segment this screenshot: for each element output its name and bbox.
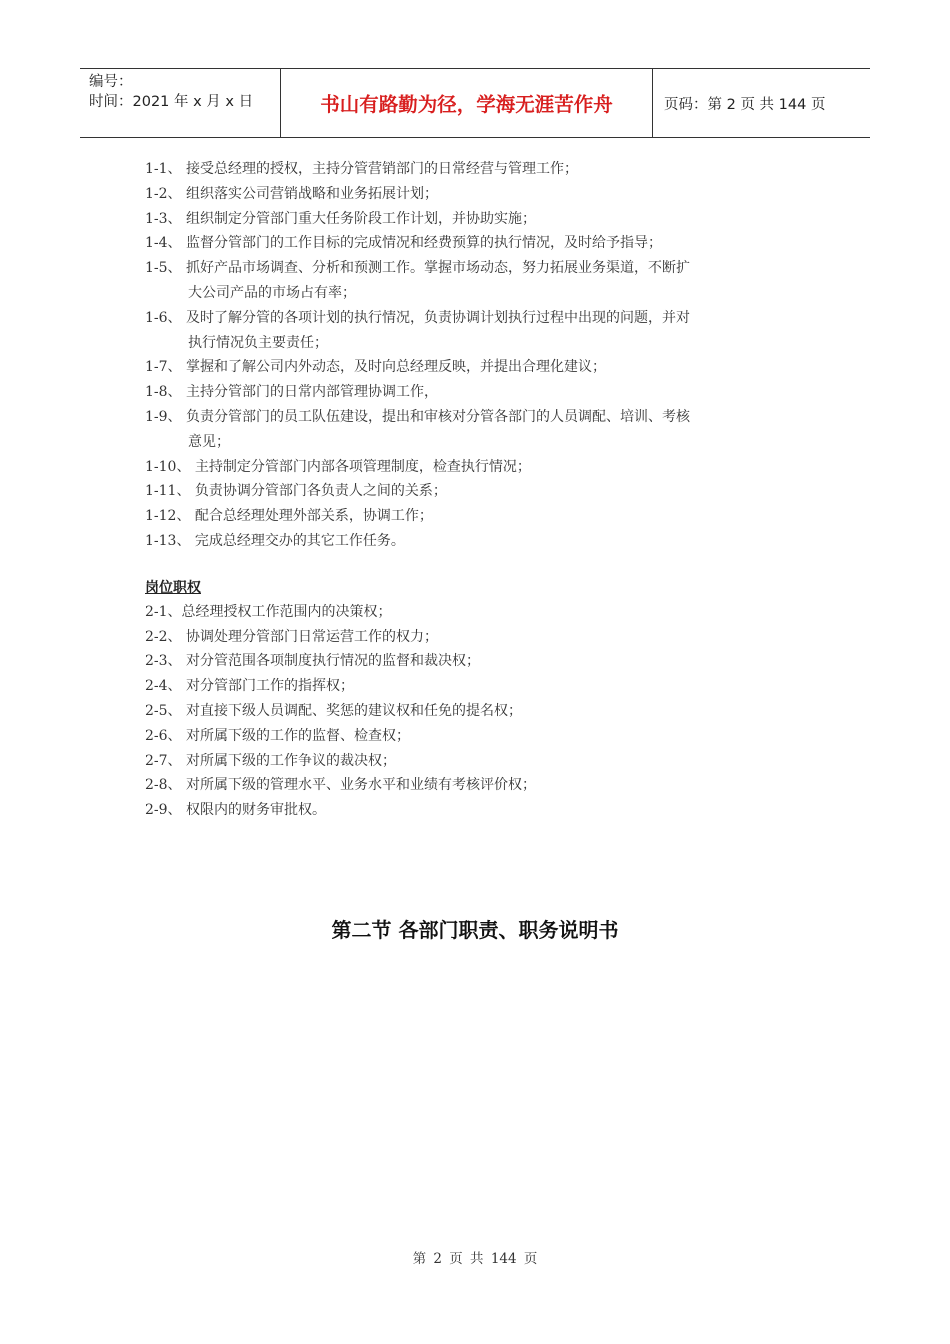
authority-item: 2-7、 对所属下级的工作争议的裁决权；	[145, 752, 396, 769]
duty-line: 1-8、 主持分管部门的日常内部管理协调工作，	[145, 384, 438, 401]
authority-item: 2-5、 对直接下级人员调配、奖惩的建议权和任免的提名权；	[145, 702, 522, 719]
duty-item	[145, 182, 815, 207]
duty-line: 1-10、 主持制定分管部门内部各项管理制度，检查执行情况；	[145, 458, 531, 475]
duty-line: 1-2、 组织落实公司营销战略和业务拓展计划；	[145, 185, 438, 202]
authority-item: 2-3、 对分管范围各项制度执行情况的监督和裁决权；	[145, 653, 480, 670]
duty-item	[145, 306, 815, 356]
duty-line: 1-13、 完成总经理交办的其它工作任务。	[145, 532, 405, 549]
authority-item: 2-9、 权限内的财务审批权。	[145, 802, 326, 819]
document-date: 时间：2021 年 x 月 x 日	[89, 94, 254, 110]
authority-list	[145, 600, 815, 823]
duty-line-continuation: 意见；	[188, 433, 230, 450]
header-page-info: 页码：第 2 页 共 144 页	[664, 96, 826, 113]
duties-list	[145, 157, 815, 554]
duty-line: 1-7、 掌握和了解公司内外动态，及时向总经理反映，并提出合理化建议；	[145, 359, 606, 376]
duty-item	[145, 231, 815, 256]
authority-item: 2-4、 对分管部门工作的指挥权；	[145, 678, 354, 695]
document-number-label: 编号：	[89, 74, 133, 90]
duty-item	[145, 529, 815, 554]
authority-section-title: 岗位职权	[145, 579, 201, 596]
duty-line: 1-4、 监督分管部门的工作目标的完成情况和经费预算的执行情况，及时给予指导；	[145, 235, 662, 252]
duty-item	[145, 207, 815, 232]
duty-item	[145, 405, 815, 455]
authority-item: 2-1、总经理授权工作范围内的决策权；	[145, 603, 392, 620]
duty-line: 1-9、 负责分管部门的员工队伍建设，提出和审核对分管各部门的人员调配、培训、考核	[145, 408, 690, 425]
duty-item	[145, 355, 815, 380]
duty-line: 1-1、 接受总经理的授权，主持分管营销部门的日常经营与管理工作；	[145, 161, 578, 177]
duty-item	[145, 455, 815, 480]
duty-line-continuation: 大公司产品的市场占有率；	[188, 284, 356, 301]
authority-item: 2-2、 协调处理分管部门日常运营工作的权力；	[145, 628, 438, 645]
duty-item	[145, 157, 815, 182]
document-body	[145, 157, 815, 823]
duty-line: 1-12、 配合总经理处理外部关系，协调工作；	[145, 508, 433, 525]
duty-line: 1-3、 组织制定分管部门重大任务阶段工作计划，并协助实施；	[145, 210, 536, 227]
duty-line: 1-6、 及时了解分管的各项计划的执行情况，负责协调计划执行过程中出现的问题，并对	[145, 309, 690, 326]
duty-line: 1-5、 抓好产品市场调查、分析和预测工作。掌握市场动态，努力拓展业务渠道，不断扩	[145, 260, 690, 277]
duty-item	[145, 479, 815, 504]
authority-item: 2-8、 对所属下级的管理水平、业务水平和业绩有考核评价权；	[145, 777, 536, 794]
header-meta	[80, 69, 281, 137]
authority-item: 2-6、 对所属下级的工作的监督、检查权；	[145, 727, 410, 744]
page-footer: 第 2 页 共 144 页	[412, 1251, 538, 1267]
header-motto: 书山有路勤为径，学海无涯苦作舟	[281, 69, 653, 137]
duty-item	[145, 380, 815, 405]
duty-line: 1-11、 负责协调分管部门各负责人之间的关系；	[145, 483, 447, 500]
page-header	[80, 68, 870, 138]
duty-item	[145, 504, 815, 529]
duty-line-continuation: 执行情况负主要责任；	[188, 334, 328, 351]
duty-item	[145, 256, 815, 306]
chapter-title: 第二节 各部门职责、职务说明书	[331, 918, 619, 942]
